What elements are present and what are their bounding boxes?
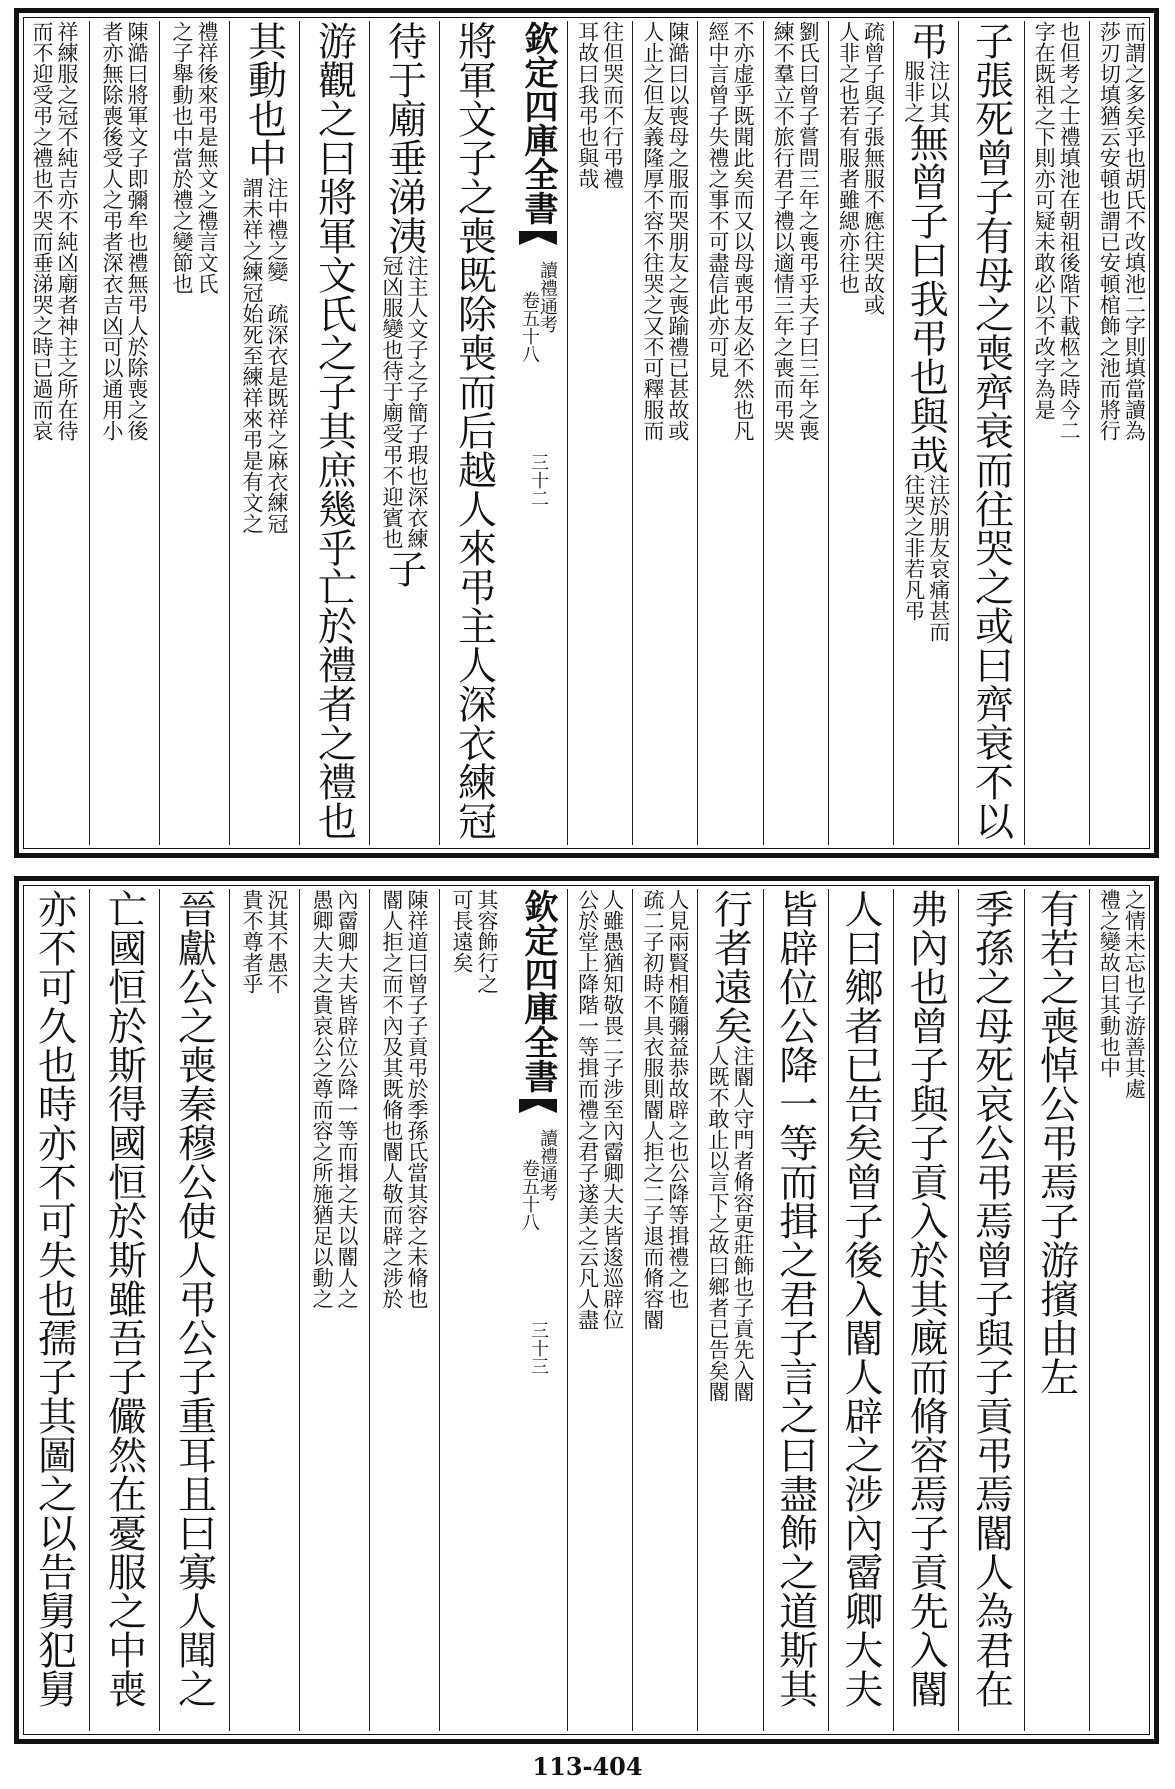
main-text: 季孫之母死哀公弔焉曾子與子貢弔焉閽人為君在 [968, 889, 1014, 1708]
column-rule [369, 889, 370, 1731]
commentary-line: 陳澔曰以喪母之服而哭朋友之喪踰禮已甚故或 [665, 21, 690, 441]
main-text: 無曾子曰我弔也與哉 [903, 123, 949, 474]
commentary-text [577, 889, 623, 1731]
column-rule [1089, 21, 1090, 845]
column-rule [439, 889, 440, 1731]
column-rule [159, 889, 160, 1731]
commentary-text [451, 889, 497, 1731]
commentary-text [706, 1045, 756, 1402]
commentary-line: 服非之 [901, 60, 926, 123]
text-column [828, 21, 893, 845]
commentary-text [381, 255, 427, 549]
column-rule [1089, 889, 1090, 1731]
leaf-number: 三十三 [528, 1321, 549, 1375]
column-rule [893, 889, 894, 1731]
main-text: 游觀之曰將軍文氏之子其庶幾乎亡於禮者之禮也 [311, 21, 357, 840]
commentary-text [1097, 889, 1147, 1731]
top-page [14, 8, 1159, 858]
leaf-number: 三十二 [528, 453, 549, 507]
text-column [1089, 889, 1154, 1731]
column-rule [229, 21, 230, 845]
commentary-line: 公於堂上降階一等揖而禮之君子遂美之云凡人盡 [575, 889, 600, 1330]
column-rule [828, 21, 829, 845]
commentary-line: 可長遠矣 [450, 889, 474, 973]
text-column [632, 889, 697, 1731]
main-text: 將軍文子之喪既除喪而后越人來弔主人深衣練冠 [451, 21, 497, 840]
commentary-line: 往但哭而不行弔禮 [600, 21, 625, 189]
fold-rule [567, 21, 568, 845]
main-text: 弗內也曾子與子貢入於其廐而脩容焉子貢先入閽 [903, 889, 949, 1708]
commentary-text [241, 177, 287, 303]
commentary-text [642, 889, 688, 1731]
commentary-line: 愚卿大夫之貴哀公之尊而容之所施猶足以動之 [310, 889, 334, 1309]
column-rule [299, 21, 300, 845]
text-column [369, 889, 439, 1731]
commentary-line: 莎刃切填猶云安頓也謂已安頓棺飾之池而將行 [1097, 21, 1122, 441]
commentary-line: 注以其 [926, 60, 951, 123]
commentary-line: 之情未忘也子游善其處 [1122, 889, 1147, 1099]
commentary-line: 而謂之多矣乎也胡氏不改填池二字則填當讀為 [1122, 21, 1147, 441]
commentary-line: 字在既祖之下則亦可疑未敢必以不改字為是 [1032, 21, 1057, 420]
commentary-line: 人非之也若有服者雖緦亦往也 [836, 21, 861, 294]
commentary-line: 注中禮之變 [265, 177, 289, 282]
commentary-line: 耳故曰我弔也與哉 [575, 21, 600, 189]
text-column [632, 21, 697, 845]
commentary-line: 也但考之士禮填池在朝祖後階下載柩之時今二 [1057, 21, 1082, 441]
text-column [1024, 889, 1089, 1731]
main-text: 子張死曾子有母之喪齊衰而往哭之或曰齊衰不以 [968, 21, 1014, 840]
commentary-line: 人見兩賢相隨彌益恭故辟之也公降等揖禮之也 [665, 889, 690, 1309]
bottom-page [14, 876, 1159, 1744]
commentary-text [1097, 21, 1147, 845]
commentary-line: 注於朋友哀痛甚而 [926, 474, 951, 642]
text-column [828, 889, 893, 1731]
column-rule [632, 21, 633, 845]
commentary-line: 其容飾行之 [475, 889, 499, 994]
commentary-text [642, 21, 688, 845]
main-text: 亦不可久也時亦不可失也孺子其圖之以告舅犯舅 [31, 889, 77, 1708]
column-rule [828, 889, 829, 1731]
commentary-line: 陳澔曰將軍文子即彌牟也禮無弔人於除喪之後 [125, 21, 149, 441]
text-column [159, 21, 229, 845]
commentary-line: 閽人拒之而不內及其既脩也閽人敬而辟之涉於 [380, 889, 404, 1309]
commentary-line: 注閽人守門者脩容更莊飾也子貢先入閽 [731, 1045, 756, 1402]
commentary-line: 人雖愚猶知敬畏二子涉至內霤卿大夫皆逡巡辟位 [600, 889, 625, 1330]
main-text: 子 [381, 549, 427, 588]
commentary-line: 謂未祥之練冠 [240, 177, 264, 303]
main-text: 有若之喪悼公弔焉子游擯由左 [1033, 889, 1079, 1396]
column-rule [697, 889, 698, 1731]
text-column [229, 21, 299, 845]
column-rule [439, 21, 440, 845]
volume-label: 卷五十八 [519, 291, 540, 363]
commentary-line: 人止之但友義隆厚不容不往哭之又不可釋服而 [640, 21, 665, 441]
fish-tail-icon [519, 1099, 557, 1123]
column-rule [763, 889, 764, 1731]
commentary-line: 內霤卿大夫皆辟位公降一等而揖之夫以閽人之 [335, 889, 359, 1309]
commentary-text [381, 889, 427, 1731]
text-column [159, 889, 229, 1731]
commentary-text [101, 21, 147, 845]
commentary-line: 禮祥後來弔是無文之禮言文氏 [195, 21, 219, 294]
commentary-text [311, 889, 357, 1731]
main-text: 待于廟垂涕洟 [381, 21, 427, 255]
volume-label: 卷五十八 [519, 1159, 540, 1231]
text-column [567, 889, 632, 1731]
fold-rule [567, 889, 568, 1731]
commentary-line: 人既不敢止以言下之故曰鄉者已告矣閽 [706, 1045, 731, 1402]
column-rule [369, 21, 370, 845]
column-rule [958, 21, 959, 845]
column-rule [1024, 889, 1025, 1731]
commentary-line: 況其不愚不 [265, 889, 289, 994]
text-column [439, 889, 509, 1731]
commentary-text [836, 21, 886, 845]
commentary-line: 始死至練祥來弔是有文之 [240, 303, 264, 534]
column-rule [299, 889, 300, 1731]
commentary-text [771, 21, 821, 845]
column-rule [89, 889, 90, 1731]
text-column [958, 889, 1023, 1731]
text-column [567, 21, 632, 845]
column-rule [632, 889, 633, 1731]
text-column [763, 889, 828, 1731]
text-column [19, 889, 89, 1731]
text-column [369, 21, 439, 845]
text-column [299, 21, 369, 845]
commentary-text [706, 21, 756, 845]
commentary-line: 經中言曾子失禮之事不可盡信此亦可見 [706, 21, 731, 378]
commentary-line: 之子舉動也中當於禮之變節也 [170, 21, 194, 294]
text-column [89, 21, 159, 845]
column-rule [697, 21, 698, 845]
commentary-line: 往哭之非若凡弔 [901, 474, 926, 621]
main-text: 皆辟位公降一等而揖之君子言之曰盡飾之道斯其 [772, 889, 818, 1708]
text-column [893, 21, 958, 845]
commentary-line: 不亦虚乎既聞此矣而又以母喪弔友必不然也凡 [731, 21, 756, 441]
book-title: 讀禮通考 [537, 261, 558, 333]
text-column [19, 21, 89, 845]
page-number: 113-404 [532, 1752, 643, 1781]
column-rule [1024, 21, 1025, 845]
text-column [893, 889, 958, 1731]
commentary-text [903, 60, 949, 123]
main-text: 行者遠矣 [707, 889, 753, 1045]
commentary-line: 冠凶服變也待于廟受弔不迎賓也 [380, 255, 404, 549]
fish-tail-icon [519, 231, 557, 255]
text-column [697, 21, 762, 845]
commentary-text [903, 474, 949, 642]
text-column [439, 21, 509, 845]
commentary-line: 貴不尊者乎 [240, 889, 264, 994]
text-column [1024, 21, 1089, 845]
commentary-text [241, 889, 287, 1731]
commentary-text [577, 21, 623, 845]
commentary-line: 劉氏曰曾子嘗問三年之喪弔乎夫子曰三年之喪 [796, 21, 821, 441]
commentary-line: 祥練服之冠不純吉亦不純凶廟者神主之所在待 [55, 21, 79, 441]
commentary-line: 疏二子初時不具衣服則閽人拒之二子退而脩容閽 [640, 889, 665, 1330]
commentary-line: 疏深衣是既祥之麻衣練冠 [265, 303, 289, 534]
text-column [697, 889, 762, 1731]
commentary-text [1032, 21, 1082, 845]
text-column [89, 889, 159, 1731]
main-text: 晉獻公之喪秦穆公使人弔公子重耳且曰寡人聞之 [171, 889, 217, 1708]
column-rule [89, 21, 90, 845]
column-rule [763, 21, 764, 845]
text-column [1089, 21, 1154, 845]
column-rule [229, 889, 230, 1731]
text-column [299, 889, 369, 1731]
top-page-fold [509, 21, 567, 845]
text-column [763, 21, 828, 845]
commentary-line: 陳祥道曰曾子子貢弔於季孫氏當其容之未脩也 [405, 889, 429, 1309]
series-title: 欽定四庫全書 [518, 21, 558, 225]
main-text: 弔 [903, 21, 949, 60]
column-rule [159, 21, 160, 845]
commentary-line: 注主人文子之子簡子瑕也深衣練 [405, 255, 429, 549]
commentary-line: 練不羣立不旅行君子禮以適情三年之喪而弔哭 [771, 21, 796, 441]
column-rule [893, 21, 894, 845]
commentary-text [31, 21, 77, 845]
main-text: 其動也中 [241, 21, 287, 177]
main-text: 亡國恒於斯得國恒於斯雖吾子儼然在憂服之中喪 [101, 889, 147, 1708]
series-title: 欽定四庫全書 [518, 889, 558, 1093]
main-text: 人曰鄉者已告矣曾子後入閽人辟之涉內霤卿大夫 [837, 889, 883, 1708]
text-column [229, 889, 299, 1731]
commentary-line: 疏曾子與子張無服不應往哭故或 [861, 21, 886, 315]
commentary-line: 者亦無除喪後受人之弔者深衣吉凶可以通用小 [100, 21, 124, 441]
column-rule [958, 889, 959, 1731]
commentary-text [241, 303, 287, 534]
bottom-page-fold [509, 889, 567, 1731]
commentary-line: 禮之變故曰其動也中 [1097, 889, 1122, 1078]
commentary-line: 而不迎受弔之禮也不哭而垂涕哭之時已過而哀 [30, 21, 54, 441]
text-column [958, 21, 1023, 845]
commentary-text [171, 21, 217, 845]
book-title: 讀禮通考 [537, 1129, 558, 1201]
